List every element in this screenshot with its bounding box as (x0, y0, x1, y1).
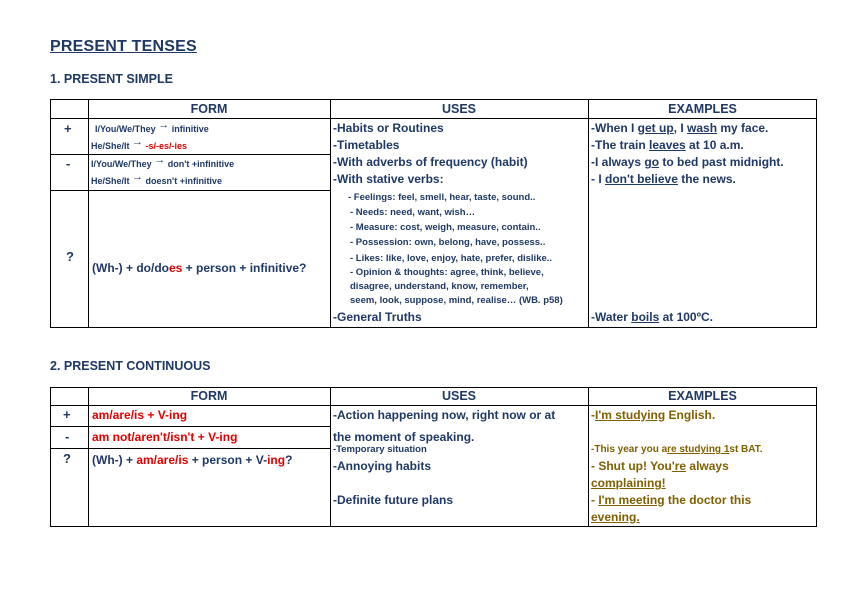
example-1: -I'm studying English. (591, 408, 716, 422)
plus-sign: + (64, 121, 72, 136)
section-heading-present-continuous: 2. PRESENT CONTINUOUS (50, 359, 211, 373)
minus-sign: - (65, 429, 70, 444)
stative-measure: - Measure: cost, weigh, measure, contain.. (350, 222, 541, 233)
use-future-plans: -Definite future plans (333, 493, 454, 507)
form-affirmative: am/are/is + V-ing (92, 408, 188, 422)
section-heading-present-simple: 1. PRESENT SIMPLE (50, 72, 173, 86)
use-timetables: -Timetables (333, 138, 400, 152)
use-adverbs: -With adverbs of frequency (habit) (333, 155, 528, 169)
example-4: - I'm meeting the doctor this (591, 493, 752, 507)
form-negative-line-2: He/She/It → doesn't +infinitive (91, 171, 222, 186)
example-2: -The train leaves at 10 a.m. (591, 138, 744, 152)
use-general-truths: -General Truths (333, 310, 422, 324)
use-temporary: -Temporary situation (333, 444, 427, 455)
stative-opinion-1: - Opinion & thoughts: agree, think, believe, (350, 267, 544, 278)
example-4: - I don't believe the news. (591, 172, 736, 186)
use-annoying: -Annoying habits (333, 459, 431, 473)
header-uses: USES (441, 102, 477, 116)
plus-sign: + (63, 407, 71, 422)
stative-opinion-3: seem, look, suppose, mind, realise… (WB. p58) (350, 295, 563, 306)
header-examples: EXAMPLES (668, 389, 737, 403)
example-5: -Water boils at 100ºC. (591, 310, 713, 324)
example-3: - Shut up! You're always (591, 459, 729, 473)
present-continuous-table (50, 387, 817, 527)
example-3: -I always go to bed past midnight. (591, 155, 784, 169)
stative-likes: - Likes: like, love, enjoy, hate, prefer, dislike.. (350, 253, 553, 264)
example-2: -This year you are studying 1st BAT. (591, 444, 763, 455)
example-4-continued: evening. (591, 510, 640, 524)
form-question: (Wh-) + am/are/is + person + V-ing? (92, 453, 293, 467)
form-question: (Wh-) + do/does + person + infinitive? (92, 261, 307, 275)
stative-feelings: - Feelings: feel, smell, hear, taste, sound.. (348, 192, 536, 203)
stative-needs: - Needs: need, want, wish… (350, 207, 476, 218)
header-form: FORM (190, 102, 228, 116)
minus-sign: - (66, 156, 71, 171)
header-examples: EXAMPLES (668, 102, 737, 116)
form-negative-line-1: I/You/We/They → don't +infinitive (91, 154, 235, 169)
form-negative: am not/aren't/isn't + V-ing (92, 430, 238, 444)
question-sign: ? (66, 249, 74, 264)
use-action-now-1: -Action happening now, right now or at (333, 408, 556, 422)
example-1: -When I get up, I wash my face. (591, 121, 769, 135)
header-form: FORM (190, 389, 228, 403)
use-stative: -With stative verbs: (333, 172, 444, 186)
page-title: PRESENT TENSES (50, 38, 197, 55)
stative-possession: - Possession: own, belong, have, possess.. (350, 237, 546, 248)
stative-opinion-2: disagree, understand, know, remember, (350, 281, 529, 292)
header-uses: USES (441, 389, 477, 403)
question-sign: ? (63, 451, 71, 466)
form-affirmative-line-1: I/You/We/They → infinitive (95, 119, 209, 134)
use-action-now-2: the moment of speaking. (333, 430, 475, 444)
present-simple-table (50, 99, 817, 328)
use-habits: -Habits or Routines (333, 121, 444, 135)
example-3-continued: complaining! (591, 476, 666, 490)
form-affirmative-line-2: He/She/It → -s/-es/-ies (91, 136, 188, 151)
